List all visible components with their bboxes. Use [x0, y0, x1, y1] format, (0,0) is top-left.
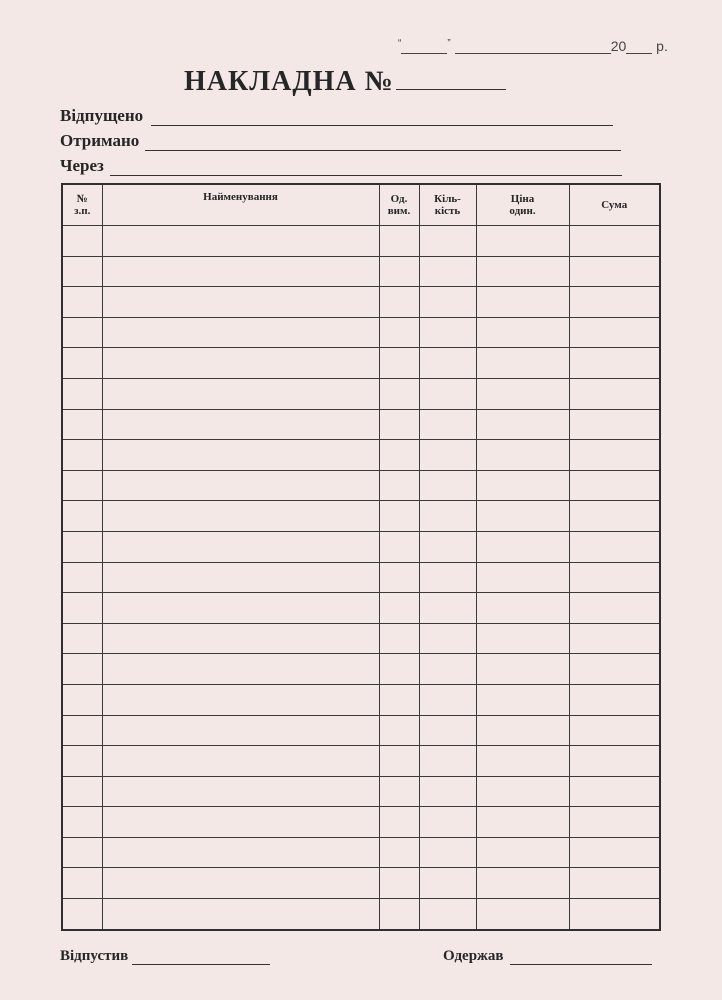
- received-by-line[interactable]: [510, 954, 652, 965]
- cell-sum[interactable]: [569, 256, 660, 287]
- cell-price[interactable]: [476, 440, 569, 471]
- cell-name[interactable]: [102, 470, 379, 501]
- cell-number[interactable]: [62, 807, 102, 838]
- cell-sum[interactable]: [569, 348, 660, 379]
- cell-unit[interactable]: [379, 654, 419, 685]
- cell-unit[interactable]: [379, 562, 419, 593]
- cell-price[interactable]: [476, 409, 569, 440]
- cell-unit[interactable]: [379, 807, 419, 838]
- table-row: [62, 378, 660, 409]
- cell-price[interactable]: [476, 623, 569, 654]
- table-row: [62, 317, 660, 348]
- received-by-label: Одержав: [443, 948, 504, 964]
- table-row: [62, 776, 660, 807]
- cell-number[interactable]: [62, 317, 102, 348]
- cell-quantity[interactable]: [419, 531, 476, 562]
- title-text: НАКЛАДНА №: [184, 66, 394, 97]
- table-row: [62, 287, 660, 318]
- table-row: [62, 501, 660, 532]
- cell-sum[interactable]: [569, 746, 660, 777]
- released-label: Відпущено: [60, 106, 144, 125]
- released-field: [60, 106, 613, 126]
- cell-number[interactable]: [62, 531, 102, 562]
- cell-name[interactable]: [102, 899, 379, 930]
- table-row: [62, 348, 660, 379]
- cell-price[interactable]: [476, 837, 569, 868]
- cell-price[interactable]: [476, 654, 569, 685]
- invoice-number-blank[interactable]: [396, 67, 506, 90]
- cell-quantity[interactable]: [419, 501, 476, 532]
- table-row: [62, 654, 660, 685]
- items-table: [61, 183, 661, 931]
- cell-number[interactable]: [62, 287, 102, 318]
- cell-sum[interactable]: [569, 287, 660, 318]
- table-row: [62, 868, 660, 899]
- cell-price[interactable]: [476, 868, 569, 899]
- cell-sum[interactable]: [569, 226, 660, 257]
- cell-unit[interactable]: [379, 531, 419, 562]
- cell-quantity[interactable]: [419, 287, 476, 318]
- cell-number[interactable]: [62, 868, 102, 899]
- cell-name[interactable]: [102, 317, 379, 348]
- cell-number[interactable]: [62, 470, 102, 501]
- released-by-line[interactable]: [132, 954, 270, 965]
- cell-quantity[interactable]: [419, 623, 476, 654]
- cell-quantity[interactable]: [419, 746, 476, 777]
- cell-name[interactable]: [102, 440, 379, 471]
- table-row: [62, 593, 660, 624]
- cell-quantity[interactable]: [419, 562, 476, 593]
- cell-sum[interactable]: [569, 868, 660, 899]
- table-row: [62, 440, 660, 471]
- cell-unit[interactable]: [379, 501, 419, 532]
- header-quantity: Кіль- кість: [419, 184, 476, 226]
- via-line[interactable]: [110, 163, 622, 176]
- cell-sum[interactable]: [569, 470, 660, 501]
- table-row: [62, 715, 660, 746]
- cell-name[interactable]: [102, 593, 379, 624]
- cell-unit[interactable]: [379, 317, 419, 348]
- cell-quantity[interactable]: [419, 837, 476, 868]
- cell-unit[interactable]: [379, 715, 419, 746]
- cell-sum[interactable]: [569, 776, 660, 807]
- date-close-quote: ”: [447, 38, 451, 49]
- cell-name[interactable]: [102, 746, 379, 777]
- cell-quantity[interactable]: [419, 684, 476, 715]
- header-sum: Сума: [569, 184, 660, 226]
- cell-sum[interactable]: [569, 317, 660, 348]
- cell-sum[interactable]: [569, 623, 660, 654]
- cell-unit[interactable]: [379, 256, 419, 287]
- cell-name[interactable]: [102, 501, 379, 532]
- cell-number[interactable]: [62, 562, 102, 593]
- date-line: [398, 38, 668, 54]
- cell-quantity[interactable]: [419, 807, 476, 838]
- table-body: [62, 226, 660, 930]
- cell-name[interactable]: [102, 409, 379, 440]
- table-row: [62, 470, 660, 501]
- cell-sum[interactable]: [569, 409, 660, 440]
- cell-name[interactable]: [102, 654, 379, 685]
- cell-number[interactable]: [62, 776, 102, 807]
- cell-quantity[interactable]: [419, 654, 476, 685]
- cell-price[interactable]: [476, 899, 569, 930]
- day-blank[interactable]: [401, 39, 447, 54]
- cell-price[interactable]: [476, 531, 569, 562]
- cell-quantity[interactable]: [419, 256, 476, 287]
- via-field: [60, 156, 622, 176]
- cell-number[interactable]: [62, 837, 102, 868]
- cell-quantity[interactable]: [419, 715, 476, 746]
- cell-price[interactable]: [476, 226, 569, 257]
- cell-number[interactable]: [62, 501, 102, 532]
- cell-sum[interactable]: [569, 807, 660, 838]
- cell-unit[interactable]: [379, 868, 419, 899]
- header-unit: Од. вим.: [379, 184, 419, 226]
- received-by-field: [443, 948, 652, 965]
- cell-name[interactable]: [102, 378, 379, 409]
- cell-price[interactable]: [476, 470, 569, 501]
- cell-price[interactable]: [476, 501, 569, 532]
- cell-name[interactable]: [102, 348, 379, 379]
- cell-price[interactable]: [476, 378, 569, 409]
- cell-name[interactable]: [102, 256, 379, 287]
- cell-name[interactable]: [102, 531, 379, 562]
- table-row: [62, 899, 660, 930]
- cell-unit[interactable]: [379, 440, 419, 471]
- cell-sum[interactable]: [569, 562, 660, 593]
- cell-name[interactable]: [102, 562, 379, 593]
- cell-quantity[interactable]: [419, 378, 476, 409]
- header-name: Найменування: [102, 184, 379, 226]
- cell-name[interactable]: [102, 715, 379, 746]
- year-prefix: 20: [610, 38, 627, 54]
- cell-sum[interactable]: [569, 837, 660, 868]
- table-row: [62, 531, 660, 562]
- cell-number[interactable]: [62, 899, 102, 930]
- cell-price[interactable]: [476, 256, 569, 287]
- cell-quantity[interactable]: [419, 470, 476, 501]
- cell-name[interactable]: [102, 684, 379, 715]
- cell-name[interactable]: [102, 837, 379, 868]
- table-row: [62, 562, 660, 593]
- cell-unit[interactable]: [379, 837, 419, 868]
- cell-sum[interactable]: [569, 684, 660, 715]
- received-field: [60, 131, 621, 151]
- cell-price[interactable]: [476, 715, 569, 746]
- cell-name[interactable]: [102, 287, 379, 318]
- cell-price[interactable]: [476, 348, 569, 379]
- cell-price[interactable]: [476, 776, 569, 807]
- released-by-field: [60, 948, 270, 965]
- table-row: [62, 256, 660, 287]
- cell-quantity[interactable]: [419, 899, 476, 930]
- cell-price[interactable]: [476, 684, 569, 715]
- cell-number[interactable]: [62, 348, 102, 379]
- cell-name[interactable]: [102, 868, 379, 899]
- cell-sum[interactable]: [569, 378, 660, 409]
- cell-quantity[interactable]: [419, 317, 476, 348]
- cell-name[interactable]: [102, 807, 379, 838]
- cell-price[interactable]: [476, 317, 569, 348]
- cell-unit[interactable]: [379, 348, 419, 379]
- cell-name[interactable]: [102, 623, 379, 654]
- cell-price[interactable]: [476, 807, 569, 838]
- year-suffix: р.: [656, 38, 668, 54]
- cell-price[interactable]: [476, 593, 569, 624]
- cell-quantity[interactable]: [419, 348, 476, 379]
- cell-unit[interactable]: [379, 623, 419, 654]
- cell-number[interactable]: [62, 715, 102, 746]
- cell-number[interactable]: [62, 440, 102, 471]
- cell-number[interactable]: [62, 623, 102, 654]
- cell-number[interactable]: [62, 378, 102, 409]
- cell-number[interactable]: [62, 593, 102, 624]
- cell-unit[interactable]: [379, 378, 419, 409]
- cell-sum[interactable]: [569, 501, 660, 532]
- document-title: [184, 66, 506, 98]
- cell-number[interactable]: [62, 684, 102, 715]
- header-price: Ціна один.: [476, 184, 569, 226]
- table-row: [62, 409, 660, 440]
- cell-quantity[interactable]: [419, 226, 476, 257]
- cell-unit[interactable]: [379, 593, 419, 624]
- cell-sum[interactable]: [569, 531, 660, 562]
- cell-sum[interactable]: [569, 593, 660, 624]
- cell-number[interactable]: [62, 256, 102, 287]
- cell-quantity[interactable]: [419, 409, 476, 440]
- cell-quantity[interactable]: [419, 440, 476, 471]
- cell-unit[interactable]: [379, 470, 419, 501]
- table-row: [62, 684, 660, 715]
- cell-price[interactable]: [476, 562, 569, 593]
- cell-sum[interactable]: [569, 899, 660, 930]
- cell-number[interactable]: [62, 746, 102, 777]
- cell-unit[interactable]: [379, 899, 419, 930]
- table-row: [62, 623, 660, 654]
- table-header-row: [62, 184, 660, 226]
- cell-sum[interactable]: [569, 715, 660, 746]
- cell-unit[interactable]: [379, 409, 419, 440]
- cell-number[interactable]: [62, 226, 102, 257]
- table-row: [62, 837, 660, 868]
- cell-quantity[interactable]: [419, 593, 476, 624]
- date-open-quote: “: [398, 38, 402, 49]
- cell-unit[interactable]: [379, 287, 419, 318]
- cell-name[interactable]: [102, 776, 379, 807]
- cell-number[interactable]: [62, 409, 102, 440]
- table-row: [62, 226, 660, 257]
- cell-unit[interactable]: [379, 226, 419, 257]
- cell-name[interactable]: [102, 226, 379, 257]
- cell-sum[interactable]: [569, 440, 660, 471]
- month-blank[interactable]: [455, 39, 611, 54]
- released-by-label: Відпустив: [60, 948, 129, 964]
- cell-unit[interactable]: [379, 776, 419, 807]
- cell-price[interactable]: [476, 287, 569, 318]
- cell-unit[interactable]: [379, 746, 419, 777]
- released-line[interactable]: [151, 113, 613, 126]
- header-number: № з.п.: [62, 184, 102, 226]
- received-line[interactable]: [145, 138, 621, 151]
- cell-number[interactable]: [62, 654, 102, 685]
- year-blank[interactable]: [626, 39, 652, 54]
- cell-quantity[interactable]: [419, 868, 476, 899]
- received-label: Отримано: [60, 131, 140, 150]
- cell-quantity[interactable]: [419, 776, 476, 807]
- cell-sum[interactable]: [569, 654, 660, 685]
- table-row: [62, 807, 660, 838]
- via-label: Через: [60, 156, 104, 175]
- table-row: [62, 746, 660, 777]
- cell-unit[interactable]: [379, 684, 419, 715]
- cell-price[interactable]: [476, 746, 569, 777]
